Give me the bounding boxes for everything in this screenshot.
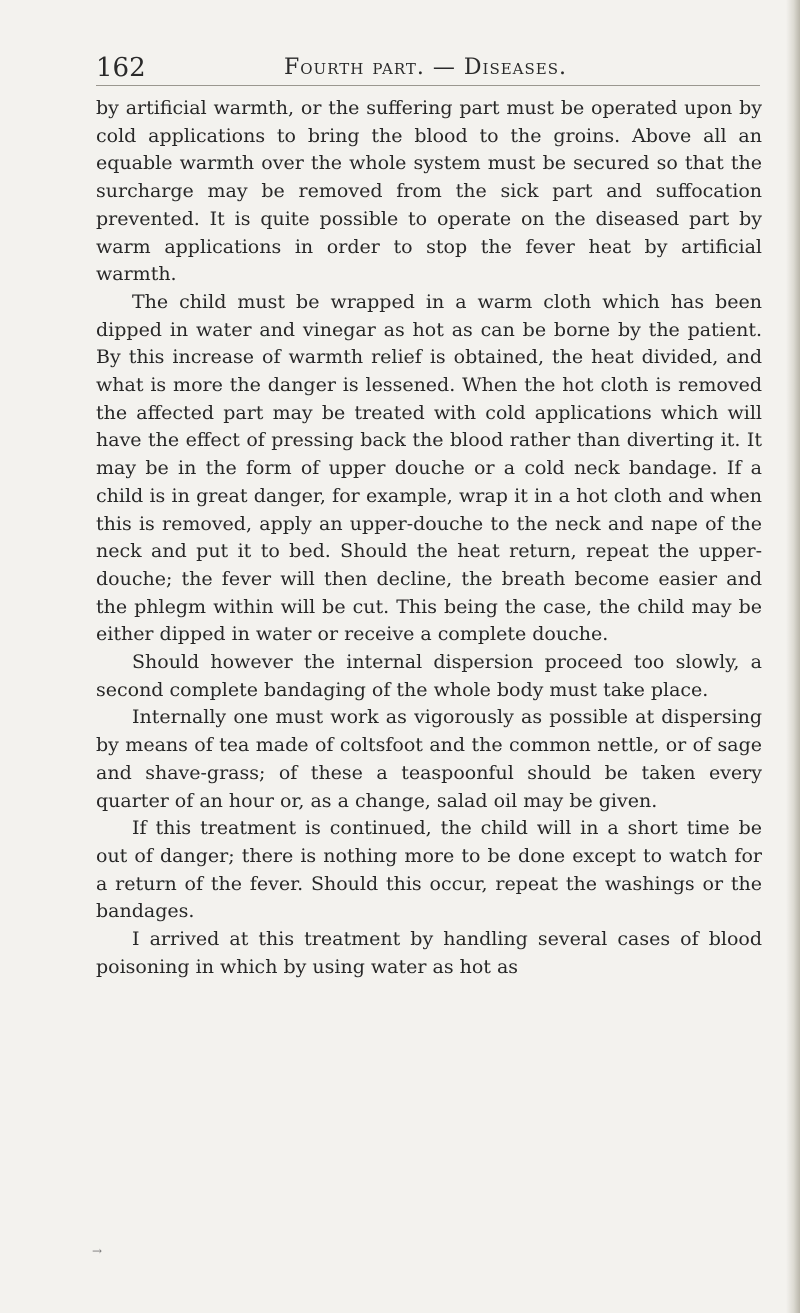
paragraph-2: The child must be wrapped in a warm cloth which has been dipped in water and vinegar as hot as can be borne by the patient. By this increase of warmth relief is obtained, the heat divided, and what is more the danger is lessened. When the hot cloth is removed the affected part may be treated with cold applications which will have the effect of pressing back the blood rather than diverting it. It may be in the form of upper douche or a cold neck bandage. If a child is in great danger, for example, wrap it in a hot cloth and when this is removed, apply an upper-douche to the neck and nape of the neck and put it to bed. Should the heat return, repeat the upper-douche; the fever will then decline, the breath become easier and the phlegm within will be cut. This being the case, the child may be either dipped in water or receive a complete douche. xyxy=(96,290,762,646)
paragraph-1: by artificial warmth, or the suffering part must be operated upon by cold applications to bring the blood to the groins. Above all an equable warmth over the whole system must be secured so that the surcharge may be removed from the sick part and suffocation prevented. It is quite possible to operate on the diseased part by warm applications in order to stop the fever heat by artificial warmth. xyxy=(96,97,762,286)
page-number: 162 xyxy=(96,53,146,83)
paragraph-6: I arrived at this treatment by handling several cases of blood poisoning in which by using water as hot as xyxy=(96,928,762,978)
header-rule xyxy=(96,85,760,86)
paragraph-3: Should however the internal dispersion proceed too slowly, a second complete bandaging of the whole body must take place. xyxy=(96,651,762,701)
paragraph-5: If this treatment is continued, the child will in a short time be out of danger; there is nothing more to be done except to watch for a return of the fever. Should this occur, repeat the washings or the bandages. xyxy=(96,817,762,923)
ink-smudge-mark: → xyxy=(92,1244,103,1258)
page-edge-shadow xyxy=(786,0,800,1313)
body-text xyxy=(96,95,762,982)
running-head: Fourth part. — Diseases. xyxy=(284,55,567,80)
paragraph-4: Internally one must work as vigorously as possible at dispersing by means of tea made of coltsfoot and the common nettle, or of sage and shave-grass; of these a teaspoonful should be taken every quarter of an hour or, as a change, salad oil may be given. xyxy=(96,706,762,812)
page-header xyxy=(96,52,760,84)
